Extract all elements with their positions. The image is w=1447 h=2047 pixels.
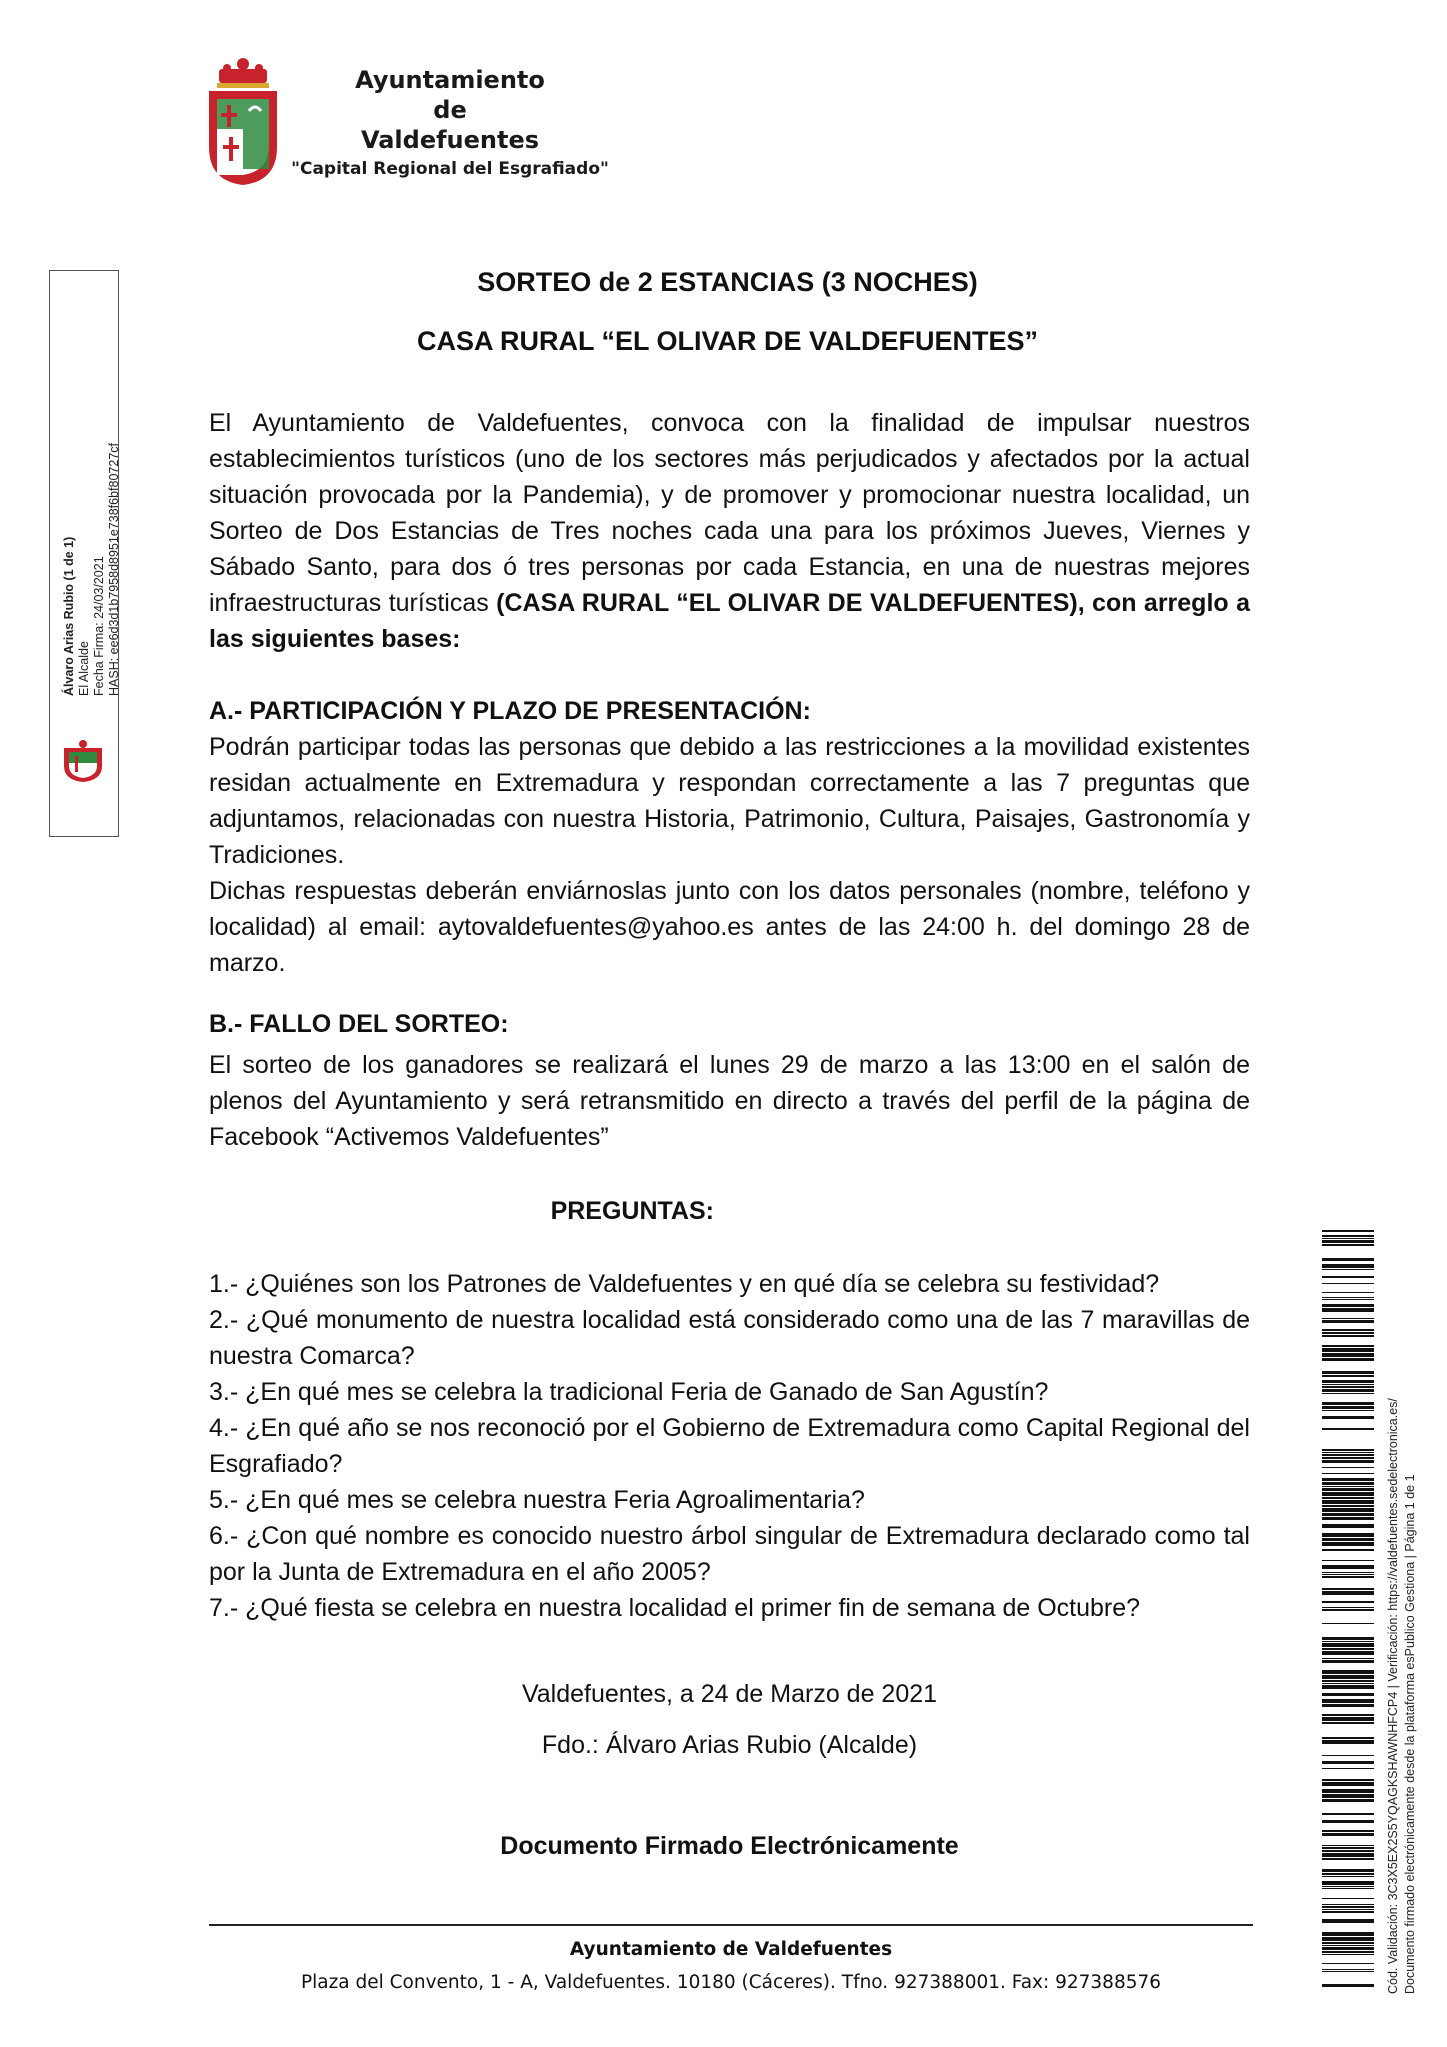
section-a-paragraph-2: Dichas respuestas deberán enviárnoslas junto con los datos personales (nombre, teléfono y localidad) al email: aytovaldefuentes@yahoo.es antes de las 24:00 h. del domingo 28 de marzo. — [209, 877, 1250, 977]
questions-heading — [209, 1193, 714, 1229]
questions-heading-text: PREGUNTAS: — [550, 1197, 714, 1225]
question-item: 4.- ¿En qué año se nos reconoció por el Gobierno de Extremadura como Capital Regional del Esgrafiado? — [209, 1414, 1250, 1478]
section-b — [209, 1006, 1250, 1155]
intro-text: El Ayuntamiento de Valdefuentes, convoca con la finalidad de impulsar nuestros establecimientos turísticos (uno de los sectores más perjudicados y afectados por la actual situación provocada por la Pandemia), y de promover y promocionar nuestra localidad, un Sorteo de Dos Estancias de Tres noches cada una para los próximos Jueves, Viernes y Sábado Santo, para dos ó tres personas por cada Estancia, en una de nuestras mejores infraestructuras turísticas — [209, 409, 1250, 617]
intro-paragraph — [209, 405, 1250, 657]
signature-role: El Alcalde — [77, 641, 91, 696]
footer-organization: Ayuntamiento de Valdefuentes — [569, 1939, 893, 1960]
validation-barcode — [1322, 1230, 1374, 1990]
questions-list — [209, 1266, 1250, 1626]
question-item: 3.- ¿En qué mes se celebra la tradicional Feria de Ganado de San Agustín? — [209, 1378, 1049, 1406]
section-b-paragraph: El sorteo de los ganadores se realizará el lunes 29 de marzo a las 13:00 en el salón de plenos del Ayuntamiento y será retransmitido en directo a través del perfil de la página de Facebook “Activemos Valdefuentes” — [209, 1051, 1250, 1151]
signature-date: Fecha Firma: 24/03/2021 — [92, 556, 106, 696]
small-crest-icon — [58, 738, 108, 784]
coat-of-arms-icon — [205, 55, 281, 187]
letterhead-text — [285, 65, 615, 181]
letterhead — [205, 55, 625, 195]
signature-stamp — [49, 270, 119, 837]
place-date: Valdefuentes, a 24 de Marzo de 2021 — [521, 1680, 938, 1708]
validation-line-1: Cód. Validación: 3C3X5EX2S5YQAGKSHAWNHFCP4 | Verificación: https://valdefuentes.sedelectronica.es/ — [1386, 1398, 1400, 1994]
document-title: SORTEO de 2 ESTANCIAS (3 NOCHES) — [477, 267, 978, 297]
signature-text — [62, 276, 124, 696]
question-item: 7.- ¿Qué fiesta se celebra en nuestra localidad el primer fin de semana de Octubre? — [209, 1594, 1141, 1622]
section-b-heading: B.- FALLO DEL SORTEO: — [209, 1010, 509, 1038]
section-a-paragraph-1: Podrán participar todas las personas que debido a las restricciones a la movilidad existentes residan actualmente en Extremadura y respondan correctamente a las 7 preguntas que adjuntamos, relacionadas con nuestra Historia, Patrimonio, Cultura, Paisajes, Gastronomía y Tradiciones. — [209, 733, 1250, 869]
electronic-signature-note: Documento Firmado Electrónicamente — [500, 1832, 959, 1860]
letterhead-line-2: de — [433, 96, 467, 124]
question-item: 1.- ¿Quiénes son los Patrones de Valdefuentes y en qué día se celebra su festividad? — [209, 1270, 1160, 1298]
signed-by: Fdo.: Álvaro Arias Rubio (Alcalde) — [541, 1731, 918, 1759]
letterhead-line-3: Valdefuentes — [360, 126, 540, 154]
question-item: 2.- ¿Qué monumento de nuestra localidad está considerado como una de las 7 maravillas de nuestra Comarca? — [209, 1306, 1250, 1370]
section-a — [209, 693, 1250, 981]
footer-address: Plaza del Convento, 1 - A, Valdefuentes. 10180 (Cáceres). Tfno. 927388001. Fax: 927388576 — [300, 1972, 1162, 1993]
intro-bold-text: (CASA RURAL “EL OLIVAR DE VALDEFUENTES), con arreglo a las siguientes bases: — [209, 589, 1250, 653]
section-a-heading: A.- PARTICIPACIÓN Y PLAZO DE PRESENTACIÓN: — [209, 697, 811, 725]
signature-hash: HASH: ee6d3d1b7958d8951e738f6bf80727cf — [107, 443, 121, 696]
signature-name: Álvaro Arias Rubio (1 de 1) — [62, 536, 76, 696]
letterhead-line-1: Ayuntamiento — [355, 66, 545, 94]
footer-divider — [209, 1924, 1253, 1926]
document-subtitle: CASA RURAL “EL OLIVAR DE VALDEFUENTES” — [416, 326, 1039, 356]
validation-text — [1385, 1234, 1425, 1994]
letterhead-tagline: "Capital Regional del Esgrafiado" — [291, 159, 609, 179]
question-item: 5.- ¿En qué mes se celebra nuestra Feria Agroalimentaria? — [209, 1486, 865, 1514]
question-item: 6.- ¿Con qué nombre es conocido nuestro árbol singular de Extremadura declarado como tal por la Junta de Extremadura en el año 2005? — [209, 1522, 1250, 1586]
validation-line-2: Documento firmado electrónicamente desde la plataforma esPublico Gestiona | Página 1 de 1 — [1403, 1474, 1417, 1994]
